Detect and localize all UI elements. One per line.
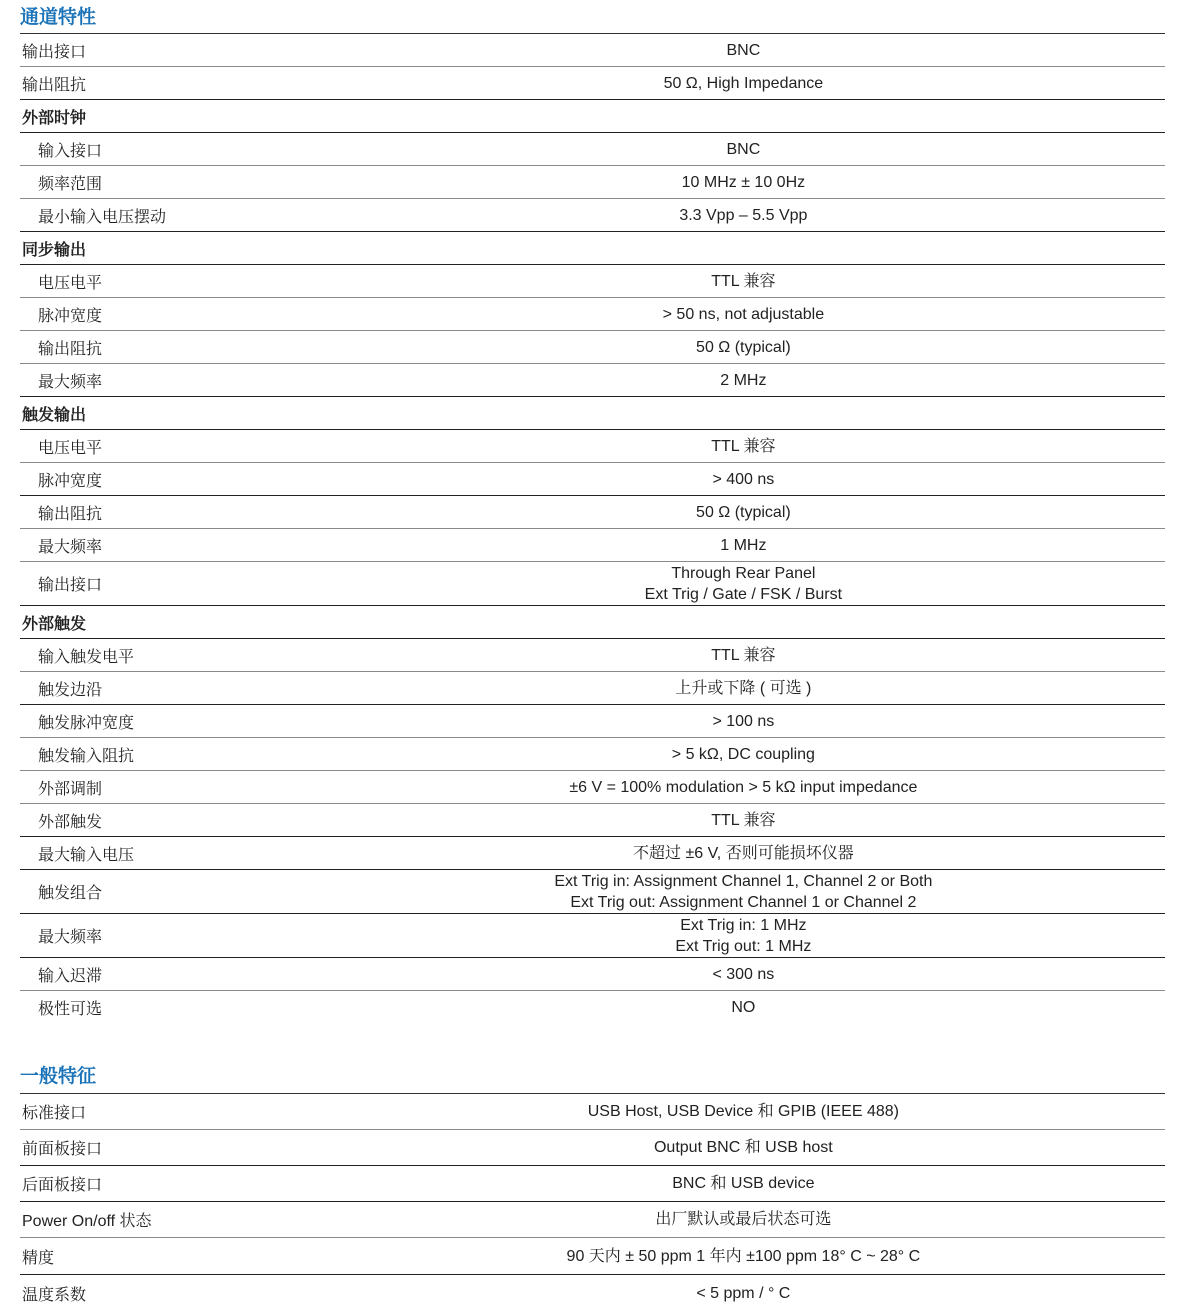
spec-value	[322, 139, 1165, 160]
spec-value-line: Through Rear Panel	[671, 564, 816, 582]
spec-row	[20, 331, 1165, 364]
spec-value	[322, 1246, 1165, 1267]
spec-value-line: 2 MHz	[720, 371, 767, 389]
spec-label: 极性可选	[38, 1001, 103, 1018]
spec-value	[322, 915, 1165, 957]
spec-value	[322, 964, 1165, 985]
spec-value	[322, 1283, 1165, 1304]
spec-value-line: > 400 ns	[712, 470, 775, 488]
spec-value-line: 90 天内 ± 50 ppm 1 年内 ±100 ppm 18° C ~ 28° C	[566, 1247, 921, 1265]
spec-value-line: USB Host, USB Device 和 GPIB (IEEE 488)	[587, 1103, 899, 1120]
spec-label: 输入触发电平	[38, 648, 135, 666]
spec-value	[322, 645, 1165, 666]
spec-value-line: < 300 ns	[712, 965, 775, 983]
spec-row	[20, 100, 1165, 133]
spec-row	[20, 265, 1165, 298]
spec-label: Power On/off 状态	[22, 1213, 152, 1230]
spec-row	[20, 496, 1165, 529]
spec-value	[322, 1209, 1165, 1230]
spec-row	[20, 1238, 1165, 1275]
spec-value	[322, 40, 1165, 61]
spec-row	[20, 1130, 1165, 1166]
spec-label: 输出阻抗	[38, 340, 103, 358]
section-title-channel: 通道特性	[20, 0, 1165, 34]
spec-value-line: 1 MHz	[720, 536, 767, 554]
spec-row	[20, 298, 1165, 331]
spec-row	[20, 870, 1165, 914]
section-title-general: 一般特征	[20, 1060, 1165, 1094]
spec-value	[322, 711, 1165, 732]
spec-value-line: TTL 兼容	[711, 272, 776, 290]
spec-value-line: BNC	[726, 41, 761, 59]
spec-value	[322, 1137, 1165, 1158]
spec-row	[20, 837, 1165, 870]
spec-value-line: Ext Trig out: Assignment Channel 1 or Channel 2	[570, 893, 917, 911]
spec-value	[322, 678, 1165, 699]
general-spec-table	[20, 1094, 1165, 1311]
spec-label: 输出阻抗	[22, 76, 87, 94]
spec-row	[20, 232, 1165, 265]
spec-row	[20, 639, 1165, 672]
spec-row	[20, 34, 1165, 67]
spec-value-line: 出厂默认或最后状态可选	[655, 1211, 832, 1228]
spec-label: 最大频率	[38, 929, 103, 946]
spec-value	[322, 436, 1165, 457]
spec-row	[20, 606, 1165, 639]
spec-value-line: TTL 兼容	[711, 811, 776, 829]
spec-label: 同步输出	[22, 241, 87, 259]
spec-label: 触发输入阻抗	[38, 747, 135, 765]
spec-row	[20, 914, 1165, 958]
general-section	[20, 1060, 1165, 1311]
spec-value-line: < 5 ppm / ° C	[696, 1284, 791, 1302]
spec-label: 外部触发	[22, 615, 87, 633]
spec-value	[322, 304, 1165, 325]
spec-value-line: > 5 kΩ, DC coupling	[671, 745, 815, 763]
spec-label: 前面板接口	[22, 1141, 103, 1158]
spec-row	[20, 529, 1165, 562]
spec-value-line: Ext Trig / Gate / FSK / Burst	[644, 585, 843, 603]
spec-label: 输入迟滞	[38, 967, 103, 985]
spec-row	[20, 1275, 1165, 1311]
spec-value	[322, 73, 1165, 94]
spec-value	[322, 205, 1165, 226]
spec-value	[322, 1173, 1165, 1194]
spec-label: 后面板接口	[22, 1177, 103, 1194]
spec-label: 输出阻抗	[38, 505, 103, 523]
spec-value	[322, 172, 1165, 193]
spec-row	[20, 562, 1165, 606]
spec-value	[322, 777, 1165, 798]
spec-row	[20, 430, 1165, 463]
spec-value-line: > 100 ns	[712, 712, 775, 730]
spec-label: 标准接口	[22, 1105, 87, 1122]
spec-row	[20, 672, 1165, 705]
spec-label: 触发边沿	[38, 681, 103, 699]
spec-row	[20, 1094, 1165, 1130]
spec-value	[322, 502, 1165, 523]
spec-row	[20, 958, 1165, 991]
spec-value	[322, 271, 1165, 292]
spec-value-line: 3.3 Vpp – 5.5 Vpp	[679, 206, 808, 224]
spec-value-line: 10 MHz ± 10 0Hz	[681, 173, 806, 191]
spec-label: 电压电平	[38, 274, 103, 292]
spec-row	[20, 991, 1165, 1024]
spec-label: 输出接口	[38, 577, 103, 594]
spec-label: 最小输入电压摆动	[38, 208, 167, 226]
spec-sheet	[20, 0, 1165, 1024]
spec-value-line: Ext Trig in: 1 MHz	[680, 916, 807, 934]
spec-value	[322, 997, 1165, 1018]
spec-value	[322, 563, 1165, 605]
spec-label: 电压电平	[38, 439, 103, 457]
spec-value-line: 上升或下降 ( 可选 )	[675, 679, 812, 697]
spec-row	[20, 771, 1165, 804]
spec-value-line: NO	[731, 999, 756, 1016]
spec-value	[322, 810, 1165, 831]
spec-value-line: 50 Ω, High Impedance	[663, 74, 824, 92]
spec-value	[322, 337, 1165, 358]
spec-value-line: TTL 兼容	[711, 646, 776, 664]
spec-value	[322, 469, 1165, 490]
spec-row	[20, 364, 1165, 397]
spec-row	[20, 1202, 1165, 1238]
spec-value-line: TTL 兼容	[711, 437, 776, 455]
spec-label: 触发输出	[22, 406, 87, 424]
spec-label: 温度系数	[22, 1286, 87, 1304]
spec-row	[20, 738, 1165, 771]
spec-label: 触发脉冲宽度	[38, 714, 135, 732]
spec-label: 输出接口	[22, 43, 87, 61]
spec-row	[20, 67, 1165, 100]
spec-value-line: BNC	[726, 140, 761, 158]
spec-value-line: 50 Ω (typical)	[696, 338, 791, 356]
spec-row	[20, 804, 1165, 837]
spec-value-line: Ext Trig in: Assignment Channel 1, Channel 2 or Both	[554, 872, 933, 890]
spec-value-line: Ext Trig out: 1 MHz	[675, 937, 812, 955]
spec-label: 外部时钟	[22, 109, 87, 127]
channel-spec-table	[20, 34, 1165, 1024]
spec-value-line: > 50 ns, not adjustable	[662, 305, 825, 323]
spec-row	[20, 166, 1165, 199]
spec-value	[322, 535, 1165, 556]
spec-value-line: ±6 V = 100% modulation > 5 kΩ input impedance	[569, 778, 918, 796]
spec-row	[20, 133, 1165, 166]
spec-label: 输入接口	[38, 142, 103, 160]
spec-label: 最大输入电压	[38, 846, 135, 864]
spec-value	[322, 370, 1165, 391]
spec-value-line: Output BNC 和 USB host	[653, 1139, 833, 1156]
spec-row	[20, 397, 1165, 430]
spec-row	[20, 199, 1165, 232]
spec-label: 频率范围	[38, 175, 103, 193]
spec-label: 外部触发	[38, 813, 103, 831]
spec-row	[20, 705, 1165, 738]
spec-row	[20, 463, 1165, 496]
spec-label: 脉冲宽度	[38, 472, 103, 490]
spec-label: 外部调制	[38, 780, 103, 798]
spec-label: 最大频率	[38, 538, 103, 556]
spec-value-line: 不超过 ±6 V, 否则可能损坏仪器	[633, 844, 854, 862]
spec-row	[20, 1166, 1165, 1202]
spec-label: 触发组合	[38, 885, 103, 902]
spec-label: 脉冲宽度	[38, 307, 103, 325]
spec-value-line: 50 Ω (typical)	[696, 503, 791, 521]
spec-label: 最大频率	[38, 373, 103, 391]
spec-label: 精度	[22, 1249, 55, 1267]
spec-value	[322, 871, 1165, 913]
spec-value-line: BNC 和 USB device	[672, 1175, 815, 1192]
spec-value	[322, 744, 1165, 765]
spec-value	[322, 1101, 1165, 1122]
spec-value	[322, 843, 1165, 864]
